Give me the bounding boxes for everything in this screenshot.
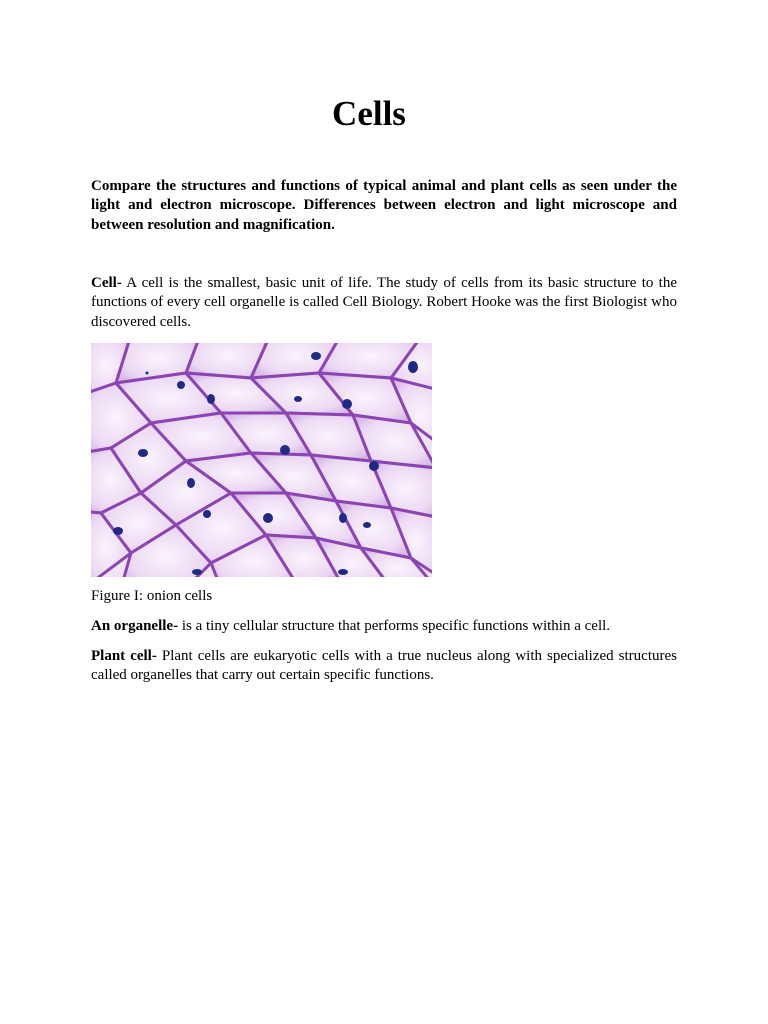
page-title: Cells xyxy=(332,94,406,133)
cell-definition: A cell is the smallest, basic unit of life. The study of cells from its basic structure to the functions of every cell organelle is called Cell Biology. Robert Hooke was the first Biologist who discovered cells. xyxy=(91,275,677,330)
intro-paragraph: Compare the structures and functions of typical animal and plant cells as seen under the light and electron microscope. Differences between electron and light microscope and between resolution and magnification. xyxy=(91,178,677,233)
plant-cell-definition: Plant cells are eukaryotic cells with a true nucleus along with specialized structures called organelles that carry out certain specific functions. xyxy=(91,648,677,684)
plant-cell-paragraph xyxy=(91,647,677,686)
plant-cell-term: Plant cell- xyxy=(91,648,157,664)
figure-caption: Figure I: onion cells xyxy=(91,588,213,604)
organelle-definition: is a tiny cellular structure that performs specific functions within a cell. xyxy=(178,618,611,634)
onion-cells-micrograph xyxy=(91,343,432,577)
organelle-paragraph xyxy=(91,617,677,636)
organelle-term: An organelle- xyxy=(91,618,179,634)
cell-paragraph xyxy=(91,274,677,332)
cell-walls xyxy=(91,343,432,577)
cell-term: Cell- xyxy=(91,275,122,291)
onion-cells-image xyxy=(91,343,432,577)
